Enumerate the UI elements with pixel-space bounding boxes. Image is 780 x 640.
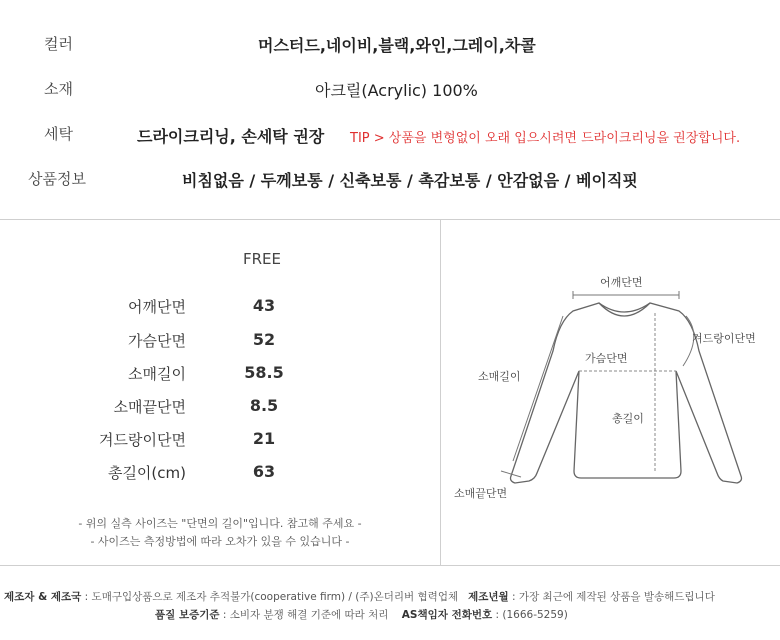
wash-tip: TIP > 상품을 변형없이 오래 입으시려면 드라이크리닝을 권장합니다. — [350, 131, 741, 146]
size-row-value: 63 — [252, 462, 276, 481]
size-row-name: 어깨단면 — [128, 298, 186, 316]
diagram-total-label: 총길이 — [612, 412, 644, 425]
size-note-2: - 사이즈는 측정방법에 따라 오차가 있을 수 있습니다 - — [90, 535, 350, 548]
date-value: : 가장 최근에 제작된 상품을 발송해드립니다 — [512, 591, 715, 603]
warranty-label: 품질 보증기준 — [155, 609, 220, 621]
wash-label: 세탁 — [44, 125, 73, 143]
neckline — [599, 303, 650, 316]
product-value: 비침없음 / 두께보통 / 신축보통 / 촉감보통 / 안감없음 / 베이직핏 — [182, 171, 638, 190]
size-note-1: - 위의 실측 사이즈는 "단면의 길이"입니다. 참고해 주세요 - — [78, 517, 362, 530]
footer-line-1 — [4, 589, 715, 604]
date-label: 제조년월 — [468, 591, 509, 603]
size-row-value: 58.5 — [244, 363, 284, 382]
maker-label: 제조자 & 제조국 — [4, 591, 82, 603]
maker-value: : 도매구입상품으로 제조자 추적불가(cooperative firm) / (주)온더리버 협력업체 — [84, 591, 459, 603]
size-row-name: 가슴단면 — [128, 332, 186, 350]
section-divider-bottom — [0, 565, 780, 566]
wash-value: 드라이크리닝, 손세탁 권장 — [137, 127, 325, 146]
size-row-value: 52 — [252, 330, 276, 349]
diagram-shoulder-label: 어깨단면 — [600, 276, 643, 289]
size-row-name: 겨드랑이단면 — [99, 431, 186, 449]
sweater-diagram — [441, 221, 780, 564]
size-row-name: 소매길이 — [128, 365, 186, 383]
size-row-value: 43 — [252, 296, 276, 315]
size-row-value: 8.5 — [249, 396, 279, 415]
material-value: 아크릴(Acrylic) 100% — [315, 81, 478, 100]
sleeve-measure-line — [513, 316, 563, 461]
size-row-name: 총길이(cm) — [107, 464, 186, 482]
product-label: 상품정보 — [28, 170, 86, 188]
size-header: FREE — [242, 250, 281, 268]
color-value: 머스터드,네이비,블랙,와인,그레이,차콜 — [258, 36, 536, 55]
warranty-value: : 소비자 분쟁 해결 기준에 따라 처리 — [222, 609, 389, 621]
size-row-value: 21 — [252, 429, 276, 448]
size-row-name: 소매끝단면 — [113, 398, 186, 416]
color-label: 컬러 — [44, 35, 73, 53]
diagram-sleeve-label: 소매길이 — [478, 370, 521, 383]
section-divider-top — [0, 219, 780, 220]
diagram-cuff-label: 소매끝단면 — [454, 487, 508, 500]
as-label: AS책임자 전화번호 — [401, 609, 493, 621]
diagram-armpit-label: 겨드랑이단면 — [692, 332, 756, 345]
diagram-chest-label: 가슴단면 — [585, 352, 628, 365]
material-label: 소재 — [44, 80, 73, 98]
footer-line-2 — [155, 607, 568, 622]
as-value: : (1666-5259) — [495, 609, 568, 621]
